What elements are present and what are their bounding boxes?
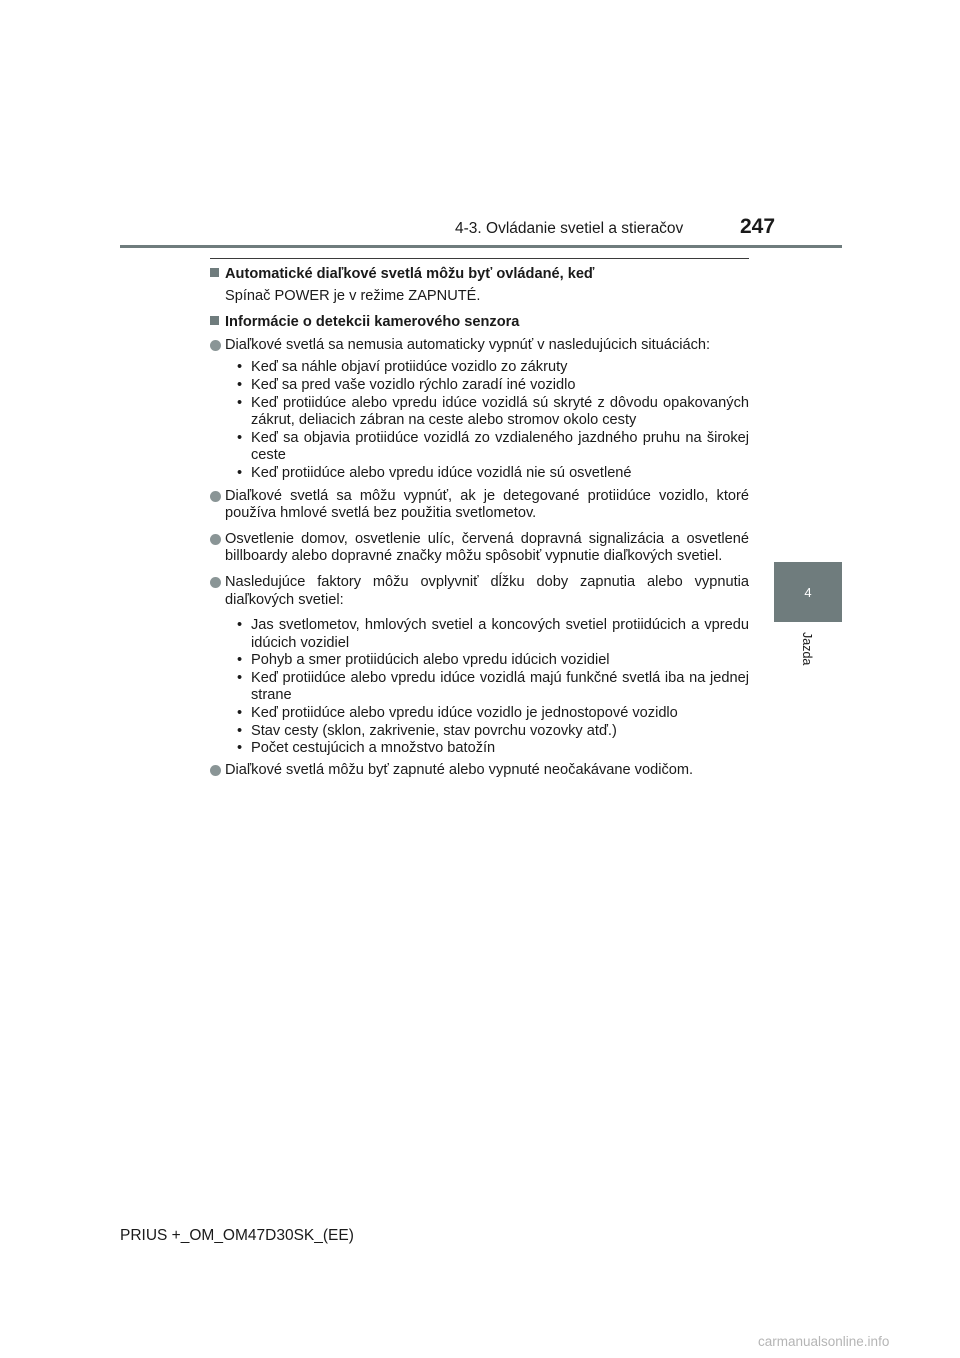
sub-list-item: • Keď sa náhle objaví protiidúce vozidlo zo zákruty (237, 359, 749, 377)
bullet-text: Diaľkové svetlá sa nemusia automaticky vypnúť v nasledujúcich situáciách: (225, 336, 711, 353)
sub-list (210, 617, 749, 758)
header-divider (120, 245, 842, 248)
circle-bullet-icon (210, 534, 221, 545)
bullet-text: Nasledujúce faktory môžu ovplyvniť dĺžku doby zapnutia alebo vypnutia diaľkových svetiel: (225, 573, 749, 608)
sub-list-item: • Jas svetlometov, hmlových svetiel a koncových svetiel protiidúcich a vpredu idúcich vozidiel (237, 617, 749, 651)
bullet-text: Diaľkové svetlá môžu byť zapnuté alebo vypnuté neočakávane vodičom. (225, 761, 694, 778)
chapter-label: Jazda (800, 632, 814, 666)
bullet-text: Osvetlenie domov, osvetlenie ulíc, červená dopravná signalizácia a osvetlené billboardy alebo dopravné značky môžu spôsobiť vypnutie diaľkových svetiel. (225, 530, 749, 565)
sub-item-text: Pohyb a smer protiidúcich alebo vpredu idúcich vozidiel (251, 652, 610, 669)
sub-list-item: • Keď protiidúce alebo vpredu idúce vozidlá majú funkčné svetlá iba na jednej strane (237, 669, 749, 704)
sub-list-item: • Pohyb a smer protiidúcich alebo vpredu idúcich vozidiel (237, 652, 749, 670)
document-code: PRIUS +_OM_OM47D30SK_(EE) (120, 1227, 354, 1244)
sub-item-text: Keď sa pred vaše vozidlo rýchlo zaradí iné vozidlo (251, 376, 576, 393)
sub-list-item: • Stav cesty (sklon, zakrivenie, stav povrchu vozovky atď.) (237, 723, 749, 741)
bullet-item (210, 574, 749, 609)
circle-bullet-icon (210, 340, 221, 351)
chapter-tab (774, 562, 842, 622)
bullet-item (210, 531, 749, 566)
section-heading (210, 266, 749, 284)
sub-list-item: • Keď protiidúce alebo vpredu idúce vozidlá nie sú osvetlené (237, 465, 749, 483)
sub-item-text: Keď protiidúce alebo vpredu idúce vozidlá nie sú osvetlené (251, 464, 632, 481)
square-bullet-icon (210, 268, 219, 277)
section-heading (210, 314, 749, 332)
sub-item-text: Jas svetlometov, hmlových svetiel a koncových svetiel protiidúcich a vpredu idúcich vozidiel (251, 617, 749, 651)
sub-list-item: • Počet cestujúcich a množstvo batožín (237, 740, 749, 758)
sub-item-text: Keď protiidúce alebo vpredu idúce vozidlá majú funkčné svetlá iba na jednej strane (251, 669, 749, 704)
sub-list-item: • Keď sa objavia protiidúce vozidlá zo vzdialeného jazdného pruhu na širokej ceste (237, 429, 749, 464)
page-header (0, 0, 960, 250)
sub-item-text: Keď sa objavia protiidúce vozidlá zo vzdialeného jazdného pruhu na širokej ceste (251, 429, 749, 464)
sub-list (210, 359, 749, 482)
page-content (210, 266, 749, 779)
sub-item-text: Keď protiidúce alebo vpredu idúce vozidlá sú skryté z dôvodu opakovaných zákrut, deliacich zábran na ceste alebo stromov okolo cesty (251, 394, 749, 429)
sub-list-item: • Keď sa pred vaše vozidlo rýchlo zaradí iné vozidlo (237, 377, 749, 395)
bullet-text: Diaľkové svetlá sa môžu vypnúť, ak je detegované protiidúce vozidlo, ktoré používa hmlové svetlá bez použitia svetlometov. (225, 487, 749, 522)
sub-item-text: Počet cestujúcich a množstvo batožín (251, 740, 496, 757)
sub-list-item: • Keď protiidúce alebo vpredu idúce vozidlá sú skryté z dôvodu opakovaných zákrut, deliacich zábran na ceste alebo stromov okolo cesty (237, 394, 749, 429)
sub-item-text: Keď protiidúce alebo vpredu idúce vozidlo je jednostopové vozidlo (251, 705, 678, 722)
content-divider (210, 258, 749, 259)
square-bullet-icon (210, 316, 219, 325)
circle-bullet-icon (210, 577, 221, 588)
heading-text: Automatické diaľkové svetlá môžu byť ovládané, keď (225, 266, 595, 282)
sub-item-text: Keď sa náhle objaví protiidúce vozidlo zo zákruty (251, 359, 568, 376)
watermark: carmanualsonline.info (758, 1334, 890, 1349)
circle-bullet-icon (210, 765, 221, 776)
heading-text: Informácie o detekcii kamerového senzora (225, 314, 520, 331)
sub-item-text: Stav cesty (sklon, zakrivenie, stav povrchu vozovky atď.) (251, 722, 617, 739)
page-number: 247 (740, 215, 776, 238)
circle-bullet-icon (210, 491, 221, 502)
bullet-item (210, 337, 749, 355)
section-title: 4-3. Ovládanie svetiel a stieračov (455, 220, 684, 237)
chapter-number: 4 (804, 584, 812, 600)
section-paragraph: Spínač POWER je v režime ZAPNUTÉ. (225, 287, 481, 304)
bullet-item (210, 762, 749, 780)
bullet-item (210, 488, 749, 523)
sub-list-item: • Keď protiidúce alebo vpredu idúce vozidlo je jednostopové vozidlo (237, 705, 749, 723)
